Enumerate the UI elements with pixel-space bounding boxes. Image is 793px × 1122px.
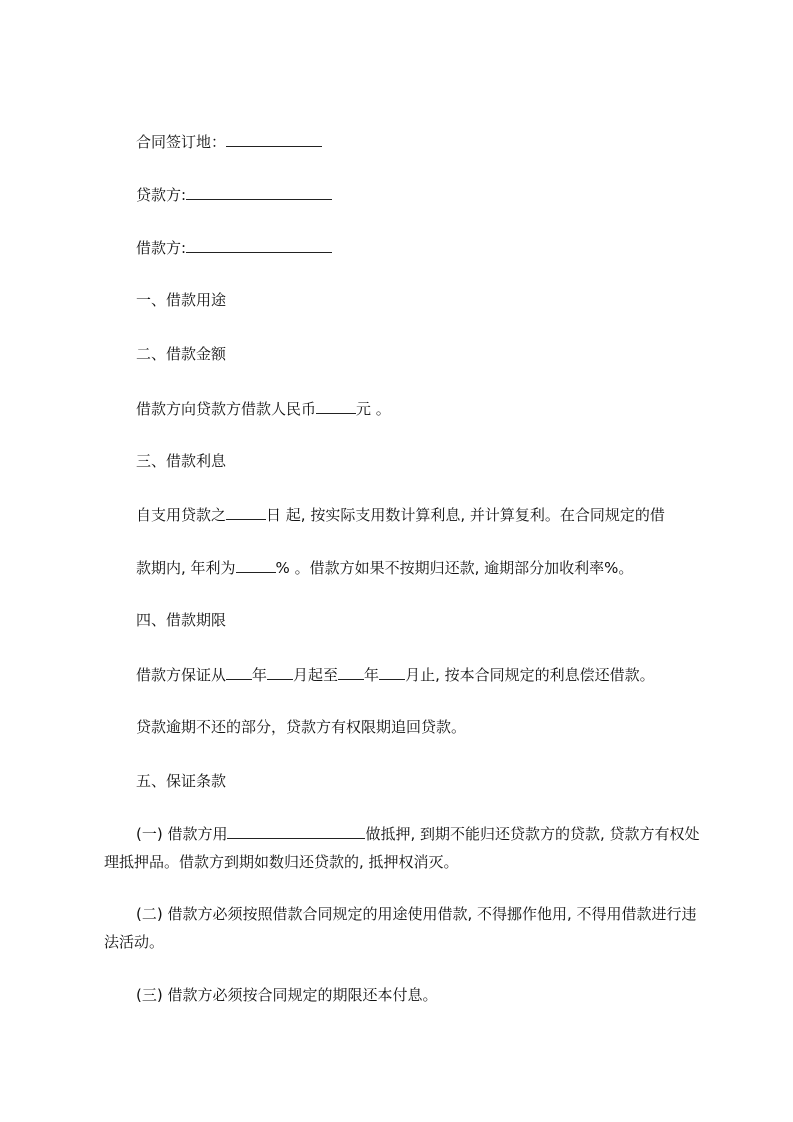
term-text-1: 借款方保证从 xyxy=(136,666,227,684)
clause-1 xyxy=(104,820,700,876)
interest-rate-blank[interactable] xyxy=(236,557,276,573)
amount-text-before: 借款方向贷款方借款人民币 xyxy=(136,400,317,418)
interest-heading: 三、借款利息 xyxy=(136,452,227,470)
lender-label: 贷款方: xyxy=(136,186,187,204)
clause-2 xyxy=(104,900,700,956)
borrower-label: 借款方: xyxy=(136,239,187,257)
guarantee-heading: 五、保证条款 xyxy=(136,772,227,790)
term-end-year-blank[interactable] xyxy=(338,664,364,680)
term-text-2: 年 xyxy=(252,666,268,684)
clause-3 xyxy=(104,981,700,1009)
term-start-year-blank[interactable] xyxy=(226,664,252,680)
interest-line1-after: 日 起, 按实际支用数计算利息, 并计算复利。在合同规定的借 xyxy=(266,506,665,524)
amount-line xyxy=(136,398,391,419)
interest-line-1 xyxy=(136,504,665,525)
purpose-heading: 一、借款用途 xyxy=(136,291,227,309)
interest-line2-after: % 。借款方如果不按期归还款, 逾期部分加收利率%。 xyxy=(275,559,634,577)
amount-blank[interactable] xyxy=(316,398,356,414)
clause-1-before: (一) 借款方用 xyxy=(136,825,228,843)
amount-text-after: 元 。 xyxy=(356,400,391,418)
clause-2-text: (二) 借款方必须按照借款合同规定的用途使用借款, 不得挪作他用, 不得用借款进行违法活动。 xyxy=(104,905,697,951)
term-text-5: 月止, 按本合同规定的利息偿还借款。 xyxy=(405,666,655,684)
clause-3-text: (三) 借款方必须按合同规定的期限还本付息。 xyxy=(136,986,438,1004)
lender-line xyxy=(136,184,332,205)
interest-days-blank[interactable] xyxy=(226,504,266,520)
term-end-month-blank[interactable] xyxy=(379,664,405,680)
lender-blank[interactable] xyxy=(186,184,332,200)
sign-place-blank[interactable] xyxy=(226,131,322,147)
overdue-text: 贷款逾期不还的部分，贷款方有权限期追回贷款。 xyxy=(136,718,467,736)
amount-heading: 二、借款金额 xyxy=(136,345,227,363)
term-text-3: 月起至 xyxy=(293,666,339,684)
interest-line1-before: 自支用贷款之 xyxy=(136,506,227,524)
interest-line2-before: 款期内, 年利为 xyxy=(136,559,236,577)
term-line xyxy=(136,664,655,685)
term-text-4: 年 xyxy=(364,666,380,684)
collateral-blank[interactable] xyxy=(227,823,365,839)
term-start-month-blank[interactable] xyxy=(267,664,293,680)
sign-place-label: 合同签订地： xyxy=(136,133,227,151)
sign-place-line xyxy=(136,131,322,152)
borrower-line xyxy=(136,237,332,258)
interest-line-2 xyxy=(136,557,633,578)
term-heading: 四、借款期限 xyxy=(136,611,227,629)
clause-1-after: 做抵押, 到期不能归还贷款方的贷款, 贷款方有权处理抵押品。借款方到期如数归还贷款的, 抵押权消灭。 xyxy=(104,825,700,871)
borrower-blank[interactable] xyxy=(186,237,332,253)
